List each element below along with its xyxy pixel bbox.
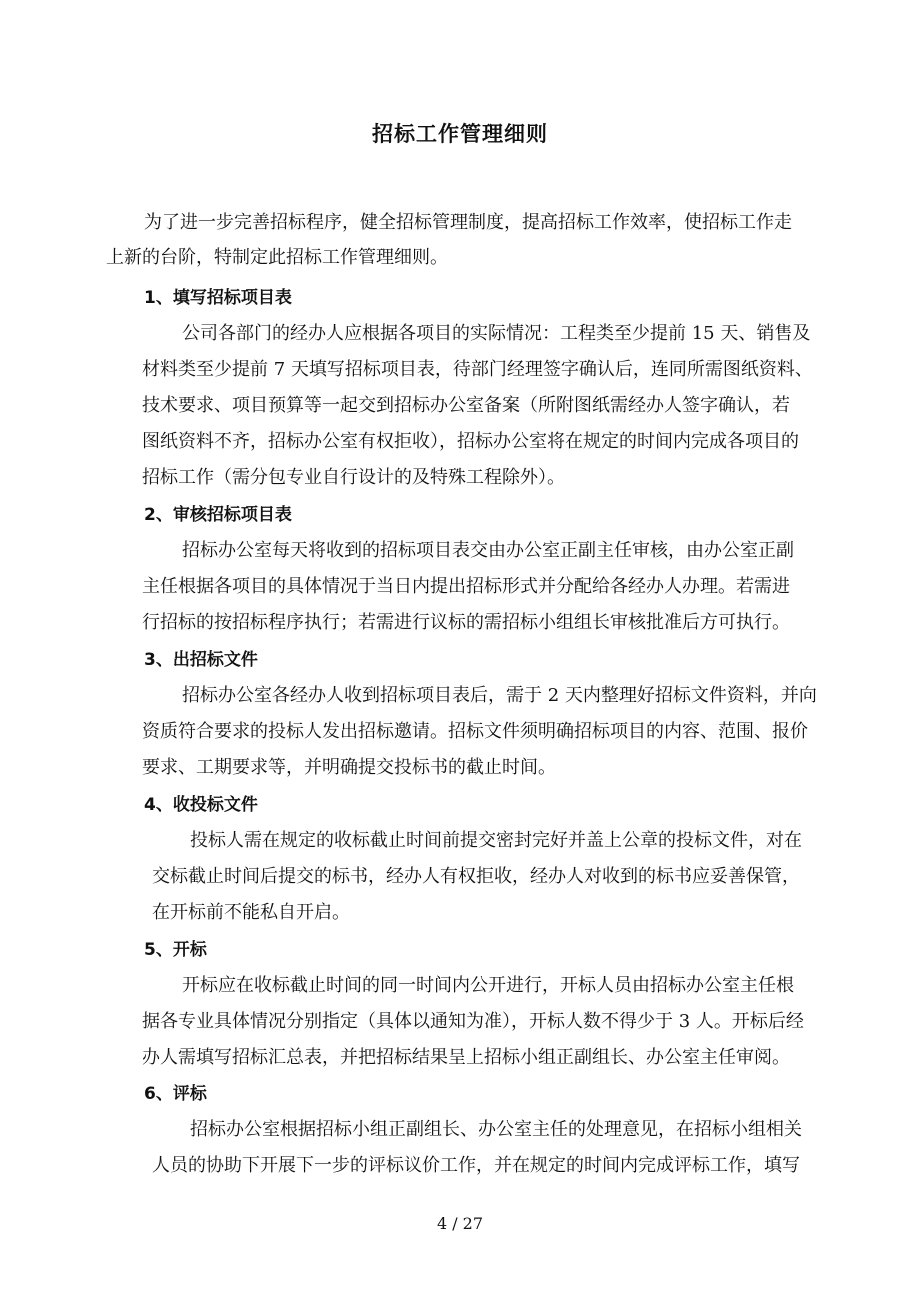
document-title: 招标工作管理细则 [372,122,548,146]
section-line: 资质符合要求的投标人发出招标邀请。招标文件须明确招标项目的内容、范围、报价 [142,721,808,742]
section-line: 要求、工期要求等，并明确提交投标书的截止时间。 [142,757,556,778]
section-line: 办人需填写招标汇总表，并把招标结果呈上招标小组正副组长、办公室主任审阅。 [142,1047,790,1068]
section-line: 招标工作（需分包专业自行设计的及特殊工程除外）。 [142,467,565,488]
section-line: 在开标前不能私自开启。 [152,902,350,923]
page-number: 4 / 27 [436,1214,484,1233]
section-line: 投标人需在规定的收标截止时间前提交密封完好并盖上公章的投标文件，对在 [190,830,802,851]
section-line: 交标截止时间后提交的标书，经办人有权拒收，经办人对收到的标书应妥善保管， [152,866,800,887]
section-line: 招标办公室每天将收到的招标项目表交由办公室正副主任审核，由办公室正副 [182,540,794,561]
section-line: 技术要求、项目预算等一起交到招标办公室备案（所附图纸需经办人签字确认，若 [142,395,790,416]
section-heading: 4、收投标文件 [144,795,258,815]
section-heading: 2、审核招标项目表 [144,505,292,525]
section-line: 主任根据各项目的具体情况于当日内提出招标形式并分配给各经办人办理。若需进 [142,576,790,597]
section-line: 材料类至少提前 7 天填写招标项目表，待部门经理签字确认后，连同所需图纸资料、 [142,359,813,380]
section-line: 人员的协助下开展下一步的评标议价工作，并在规定的时间内完成评标工作，填写 [152,1155,800,1176]
section-heading: 6、评标 [144,1084,207,1104]
section-line: 公司各部门的经办人应根据各项目的实际情况：工程类至少提前 15 天、销售及 [182,323,811,344]
intro-line: 上新的台阶，特制定此招标工作管理细则。 [106,247,448,268]
section-line: 开标应在收标截止时间的同一时间内公开进行，开标人员由招标办公室主任根 [182,975,794,996]
section-heading: 3、出招标文件 [144,650,258,670]
section-line: 招标办公室根据招标小组正副组长、办公室主任的处理意见，在招标小组相关 [190,1119,802,1140]
section-heading: 5、开标 [144,940,207,960]
section-heading: 1、填写招标项目表 [144,288,292,308]
intro-line: 为了进一步完善招标程序，健全招标管理制度，提高招标工作效率，使招标工作走 [144,212,792,233]
section-line: 行招标的按招标程序执行；若需进行议标的需招标小组组长审核批准后方可执行。 [142,612,790,633]
section-line: 图纸资料不齐，招标办公室有权拒收），招标办公室将在规定的时间内完成各项目的 [142,431,799,452]
section-line: 招标办公室各经办人收到招标项目表后，需于 2 天内整理好招标文件资料，并向 [182,685,817,706]
section-line: 据各专业具体情况分别指定（具体以通知为准），开标人数不得少于 3 人。开标后经 [142,1011,804,1032]
